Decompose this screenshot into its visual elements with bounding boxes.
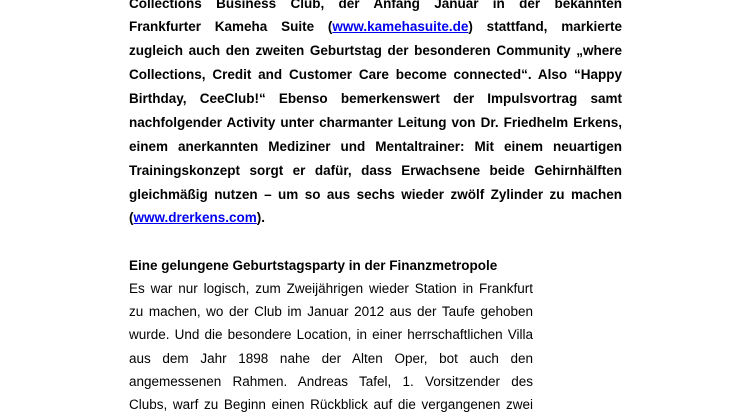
- paragraph1-line: Trainingskonzept sorgt er dafür, dass Erwachsene beide Gehirnhälften: [129, 163, 622, 178]
- text-segment: ).: [256, 210, 266, 225]
- text-segment: Frankfurter Kameha Suite (: [129, 19, 333, 34]
- text-segment: (: [129, 210, 134, 225]
- body-line: Clubs, warf zu Beginn einen Rückblick auf die vergangenen zwei: [129, 397, 533, 412]
- text-segment: ) stattfand, markierte: [468, 19, 622, 34]
- paragraph1-line: gleichmäßig nutzen – um so aus sechs wieder zwölf Zylinder zu machen: [129, 187, 622, 202]
- paragraph1-line: [129, 17, 622, 37]
- body-line: wurde. Und die besondere Location, in einer herrschaftlichen Villa: [129, 327, 533, 342]
- kamehasuite-link[interactable]: www.kamehasuite.de: [332, 19, 469, 34]
- body-line: Es war nur logisch, zum Zweijährigen wieder Station in Frankfurt: [129, 281, 533, 296]
- paragraph1-line: Collections Business Club, der Anfang Januar in der bekannten: [129, 0, 622, 11]
- paragraph1-line: Birthday, CeeClub!“ Ebenso bemerkenswert der Impulsvortrag samt: [129, 91, 622, 106]
- body-line: angemessenen Rahmen. Andreas Tafel, 1. Vorsitzender des: [129, 374, 533, 389]
- paragraph1-line: [129, 208, 622, 228]
- drerkens-link[interactable]: www.drerkens.com: [133, 210, 257, 225]
- paragraph1-line: zugleich auch den zweiten Geburtstag der besonderen Community „where: [129, 43, 622, 58]
- paragraph1-line: Collections, Credit and Customer Care become connected“. Also “Happy: [129, 67, 622, 82]
- paragraph1-line: nachfolgender Activity unter charmanter Leitung von Dr. Friedhelm Erkens,: [129, 115, 622, 130]
- section-heading: Eine gelungene Geburtstagsparty in der Finanzmetropole: [129, 258, 498, 273]
- body-line: zu machen, wo der Club im Januar 2012 aus der Taufe gehoben: [129, 304, 533, 319]
- paragraph1-line: einem anerkannten Mediziner und Mentaltrainer: Mit einem neuartigen: [129, 139, 622, 154]
- body-line: aus dem Jahr 1898 nahe der Alten Oper, bot auch den: [129, 351, 533, 366]
